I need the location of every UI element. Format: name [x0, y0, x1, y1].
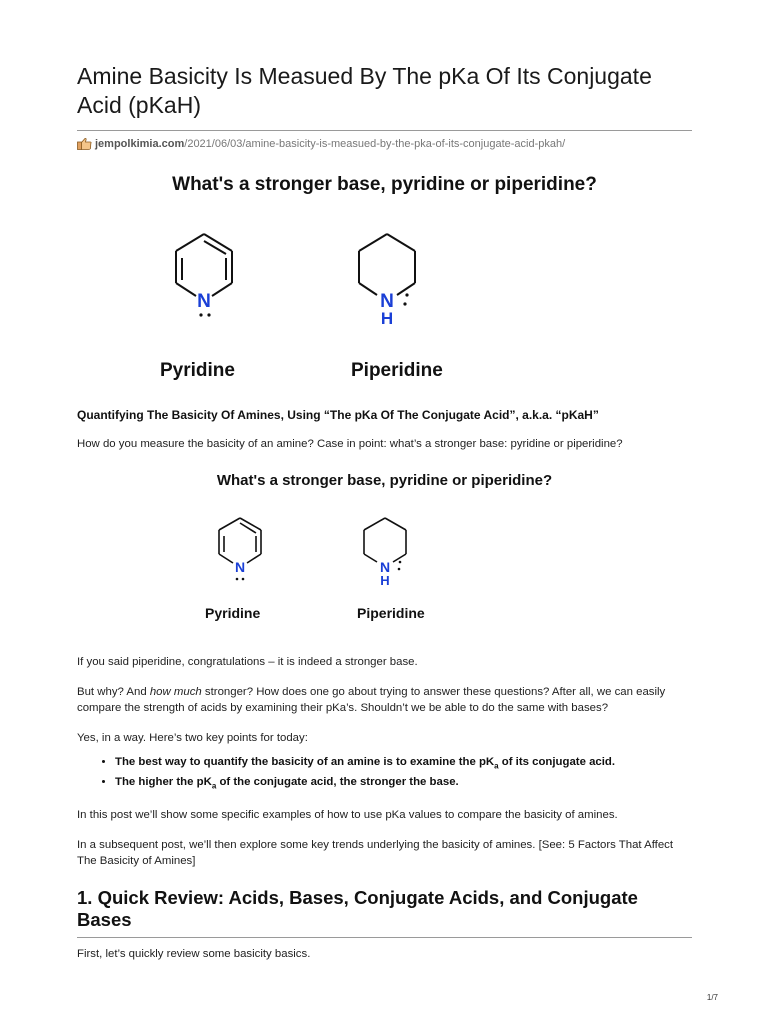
url-path[interactable]: /2021/06/03/amine-basicity-is-measued-by-the-pka-of-its-conjugate-acid-pkah/ — [184, 137, 566, 150]
figure-pyridine-vs-piperidine-large — [77, 174, 692, 384]
title-divider — [77, 130, 692, 131]
pyridine-label: Pyridine — [160, 360, 235, 381]
first-paragraph: First, let’s quickly review some basicity basics. — [77, 947, 311, 960]
document-page — [77, 62, 692, 962]
section-1-title: 1. Quick Review: Acids, Bases, Conjugate Acids, and Conjugate Bases — [77, 886, 638, 930]
piperidine-structure-small — [364, 518, 406, 562]
figure-question-small: What's a stronger base, pyridine or piperidine? — [216, 472, 553, 489]
pyridine-structure — [176, 234, 232, 296]
piperidine-hydrogen-small: H — [380, 573, 390, 588]
piperidine-label: Piperidine — [351, 360, 443, 381]
structures-large — [77, 214, 692, 324]
pyridine-nitrogen: N — [197, 291, 211, 312]
piperidine-nitrogen: N — [380, 291, 394, 312]
url-host[interactable]: jempolkimia.com — [95, 137, 185, 150]
piperidine-nitrogen-small: N — [379, 559, 391, 575]
source-url[interactable] — [77, 137, 692, 150]
pyridine-structure-small — [219, 518, 261, 563]
section-heading: Quantifying The Basicity Of Amines, Using “The pKa Of The Conjugate Acid”, a.k.a. “pKaH” — [77, 408, 599, 422]
piperidine-label-small: Piperidine — [357, 605, 425, 621]
key-points-list — [77, 754, 692, 795]
page-title: Amine Basicity Is Measued By The pKa Of Its Conjugate Acid (pKaH) — [77, 63, 652, 118]
congrats-paragraph: If you said piperidine, congratulations – it is indeed a stronger base. — [77, 656, 418, 668]
figure-pyridine-vs-piperidine-small — [77, 472, 692, 632]
list-item: • The best way to quantify the basicity of an amine is to examine the $pK_a$ of its conjugate acid. — [115, 754, 692, 774]
list-item: • The higher the $pK_a$ of the conjugate acid, the stronger the base. — [115, 774, 692, 794]
pointing-hand-icon — [77, 137, 92, 150]
subsequent-paragraph: In a subsequent post, we’ll then explore some key trends underlying the basicity of amines. [See: 5 Factors That Affect The Basicity of Amines] — [77, 838, 674, 867]
structures-small — [77, 504, 692, 594]
intro-paragraph: How do you measure the basicity of an amine? Case in point: what’s a stronger base: pyridine or piperidine? — [77, 438, 623, 450]
piperidine-structure — [359, 234, 415, 295]
pyridine-nitrogen-small: N — [234, 559, 246, 575]
why-paragraph: But why? And how much stronger? How does one go about trying to answer these questions? After all, we can easily compare the strength of acids by examining their pKa’s. Shouldn’t we be able to do the same with bases? — [77, 686, 666, 714]
page-number: 1/7 — [706, 993, 718, 1002]
figure-question: What's a stronger base, pyridine or piperidine? — [172, 174, 597, 195]
post-paragraph: In this post we’ll show some specific examples of how to use pKa values to compare the basicity of amines. — [77, 808, 618, 821]
pyridine-label-small: Pyridine — [205, 605, 261, 621]
section-divider — [77, 937, 692, 938]
piperidine-hydrogen: H — [380, 309, 394, 324]
yes-paragraph: Yes, in a way. Here’s two key points for today: — [77, 732, 308, 744]
